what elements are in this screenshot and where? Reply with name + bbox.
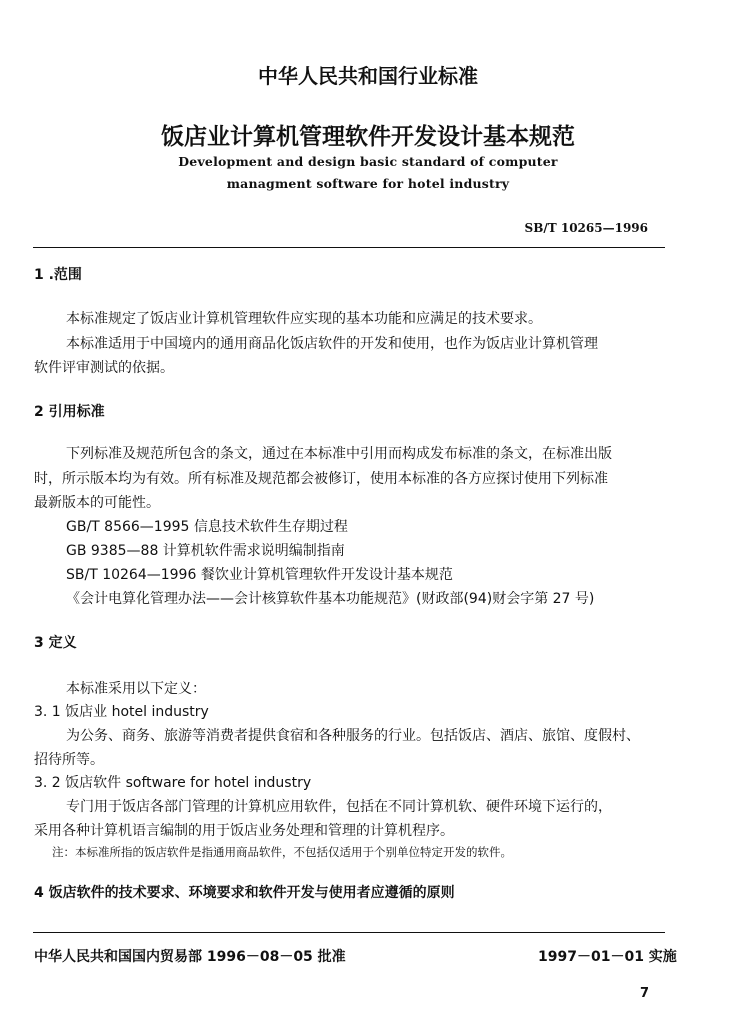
section-1-para-2-line-1: 本标准适用于中国境内的通用商品化饭店软件的开发和使用，也作为饭店业计算机管理 <box>66 336 598 352</box>
definition-3-2-term: 3. 2 饭店软件 software for hotel industry <box>34 775 312 791</box>
standard-code: SB/T 10265—1996 <box>524 221 648 235</box>
effective-date: 1997－01－01 实施 <box>538 949 677 965</box>
section-2-para-line-1: 下列标准及规范所包含的条文，通过在本标准中引用而构成发布标准的条文，在标准出版 <box>66 446 612 462</box>
section-2-heading: 2 引用标准 <box>34 404 105 420</box>
section-1-heading: 1 .范围 <box>34 267 82 283</box>
section-2-para-line-2: 时，所示版本均为有效。所有标准及规范都会被修订，使用本标准的各方应探讨使用下列标准 <box>34 471 608 487</box>
reference-item: SB/T 10264—1996 餐饮业计算机管理软件开发设计基本规范 <box>66 567 453 583</box>
section-2-para-line-3: 最新版本的可能性。 <box>34 495 160 511</box>
definition-3-1-text-line-1: 为公务、商务、旅游等消费者提供食宿和各种服务的行业。包括饭店、酒店、旅馆、度假村、 <box>66 728 640 744</box>
document-title: 饭店业计算机管理软件开发设计基本规范 <box>161 124 575 150</box>
header-rule <box>33 247 665 248</box>
reference-item: GB 9385—88 计算机软件需求说明编制指南 <box>66 543 345 559</box>
definition-3-2-text-line-1: 专门用于饭店各部门管理的计算机应用软件，包括在不同计算机软、硬件环境下运行的， <box>66 799 612 815</box>
section-1-para-2-line-2: 软件评审测试的依据。 <box>34 360 174 376</box>
definition-note: 注：本标准所指的饭店软件是指通用商品软件，不包括仅适用于个别单位特定开发的软件。 <box>52 845 512 859</box>
definition-3-2-text-line-2: 采用各种计算机语言编制的用于饭店业务处理和管理的计算机程序。 <box>34 823 454 839</box>
approval-line: 中华人民共和国国内贸易部 1996－08－05 批准 <box>34 949 346 965</box>
reference-item: GB/T 8566—1995 信息技术软件生存期过程 <box>66 519 348 535</box>
footer-rule <box>33 932 665 933</box>
reference-item: 《会计电算化管理办法——会计核算软件基本功能规范》(财政部(94)财会字第 27 号) <box>66 591 595 607</box>
section-1-para-1: 本标准规定了饭店业计算机管理软件应实现的基本功能和应满足的技术要求。 <box>66 311 542 327</box>
section-3-heading: 3 定义 <box>34 635 77 651</box>
english-title-line-1: Development and design basic standard of computer <box>178 154 558 169</box>
definitions-intro: 本标准采用以下定义： <box>66 681 206 697</box>
issuing-body: 中华人民共和国行业标准 <box>258 64 478 88</box>
definition-3-1-term: 3. 1 饭店业 hotel industry <box>34 704 209 720</box>
english-title-line-2: managment software for hotel industry <box>226 176 510 191</box>
section-4-heading: 4 饭店软件的技术要求、环境要求和软件开发与使用者应遵循的原则 <box>34 885 455 901</box>
definition-3-1-text-line-2: 招待所等。 <box>34 752 104 768</box>
page-number: 7 <box>640 986 650 1001</box>
